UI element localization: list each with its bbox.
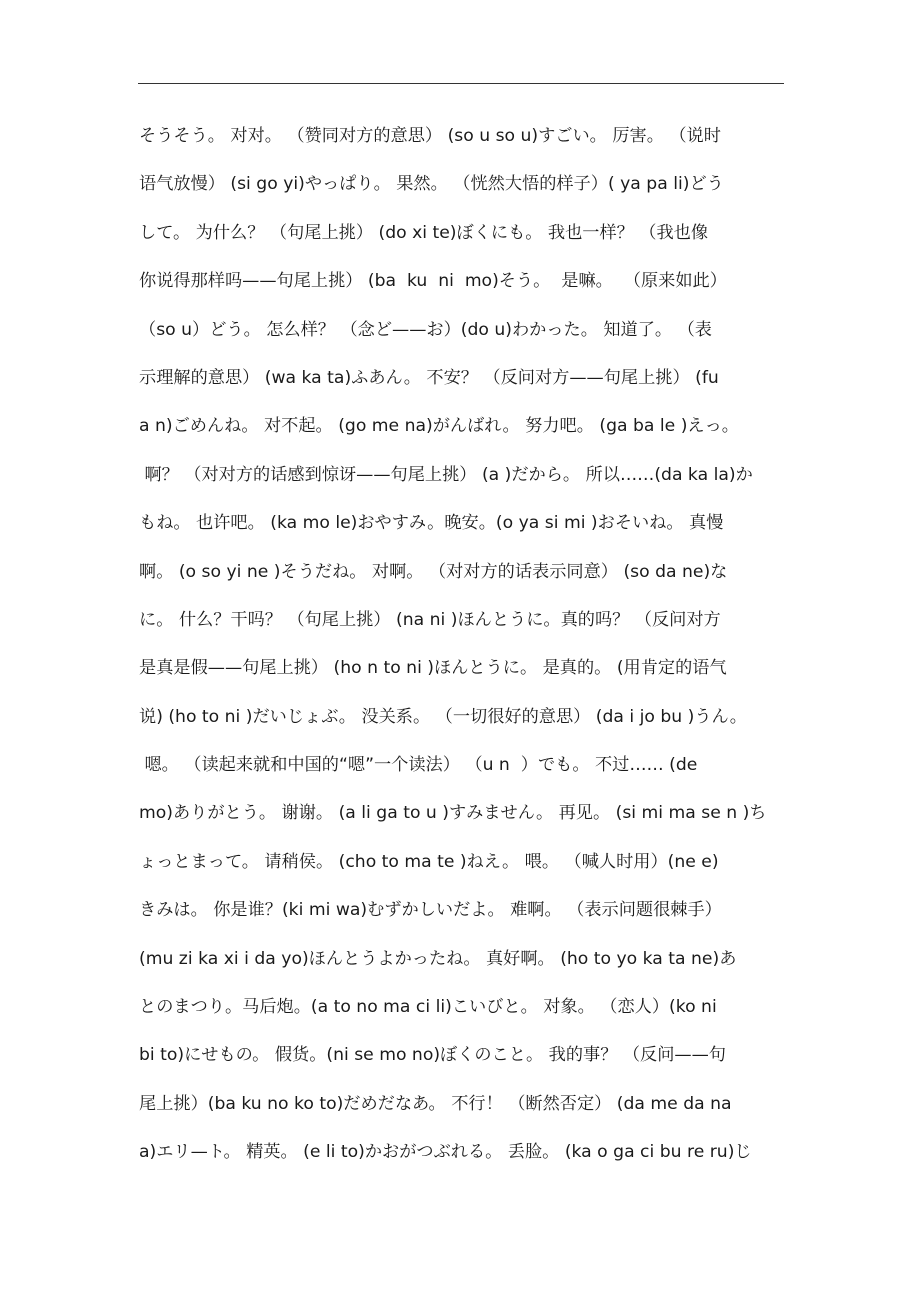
text-line: 啊？ （对对方的话感到惊讶——句尾上挑） (a )だから。 所以……(da ka la)か [139, 464, 753, 485]
text-line: bi to)にせもの。 假货。(ni se mo no)ぼくのこと。 我的事？ （反问——句 [139, 1045, 726, 1066]
text-line: 是真是假——句尾上挑） (ho n to ni )ほんとうに。 是真的。 (用肯定的语气 [139, 658, 727, 679]
text-line: そうそう。 对对。 （赞同对方的意思） (so u so u)すごい。 厉害。 （说时 [139, 126, 721, 146]
text-line: 你说得那样吗——句尾上挑） (ba ku ni mo)そう。 是嘛。 （原来如此） [139, 271, 727, 292]
text-line: して。 为什么？ （句尾上挑） (do xi te)ぼくにも。 我也一样？ （我也像 [139, 222, 709, 243]
text-line: 示理解的意思） (wa ka ta)ふあん。 不安？ （反问对方——句尾上挑） (fu [139, 367, 719, 388]
text-line: (mu zi ka xi i da yo)ほんとうよかったね。 真好啊。 (ho to yo ka ta ne)あ [139, 948, 737, 969]
text-line: a)エリ—ト。 精英。 (e li to)かおがつぶれる。 丢脸。 (ka o ga ci bu re ru)じ [139, 1142, 752, 1163]
text-line: （so u）どう。 怎么样？ （念ど——お）(do u)わかった。 知道了。 （表 [139, 319, 712, 340]
text-line: に。 什么？干吗？ （句尾上挑） (na ni )ほんとうに。真的吗？ （反问对方 [139, 609, 721, 630]
text-line: a n)ごめんね。 对不起。 (go me na)がんばれ。 努力吧。 (ga ba le )えっ。 [139, 416, 739, 437]
header-rule [138, 83, 784, 84]
text-line: きみは。 你是谁？(ki mi wa)むずかしいだよ。 难啊。 （表示问题很棘手） [139, 900, 722, 921]
text-line: ょっとまって。 请稍侯。 (cho to ma te )ねえ。 喂。 （喊人时用）(ne e) [139, 851, 719, 872]
text-line: 嗯。 （读起来就和中国的“嗯”一个读法） （u n ）でも。 不过…… (de [139, 755, 698, 776]
text-line: もね。 也许吧。 (ka mo le)おやすみ。晚安。(o ya si mi )おそいね。 真慢 [139, 513, 724, 534]
text-line: 啊。 (o so yi ne )そうだね。 对啊。 （对对方的话表示同意） (so da ne)な [139, 561, 728, 582]
text-line: 说) (ho to ni )だいじょぶ。 没关系。 （一切很好的意思） (da i jo bu )うん。 [139, 706, 747, 727]
text-line: 语气放慢） (si go yi)やっぱり。 果然。 （恍然大悟的样子）( ya pa li)どう [139, 174, 724, 195]
body-text [139, 112, 829, 1177]
text-line: mo)ありがとう。 谢谢。 (a li ga to u )すみません。 再见。 (si mi ma se n )ち [139, 803, 767, 824]
text-line: とのまつり。马后炮。(a to no ma ci li)こいびと。 对象。 （恋人）(ko ni [139, 997, 717, 1018]
text-line: 尾上挑）(ba ku no ko to)だめだなあ。 不行！ （断然否定） (da me da na [139, 1093, 732, 1114]
